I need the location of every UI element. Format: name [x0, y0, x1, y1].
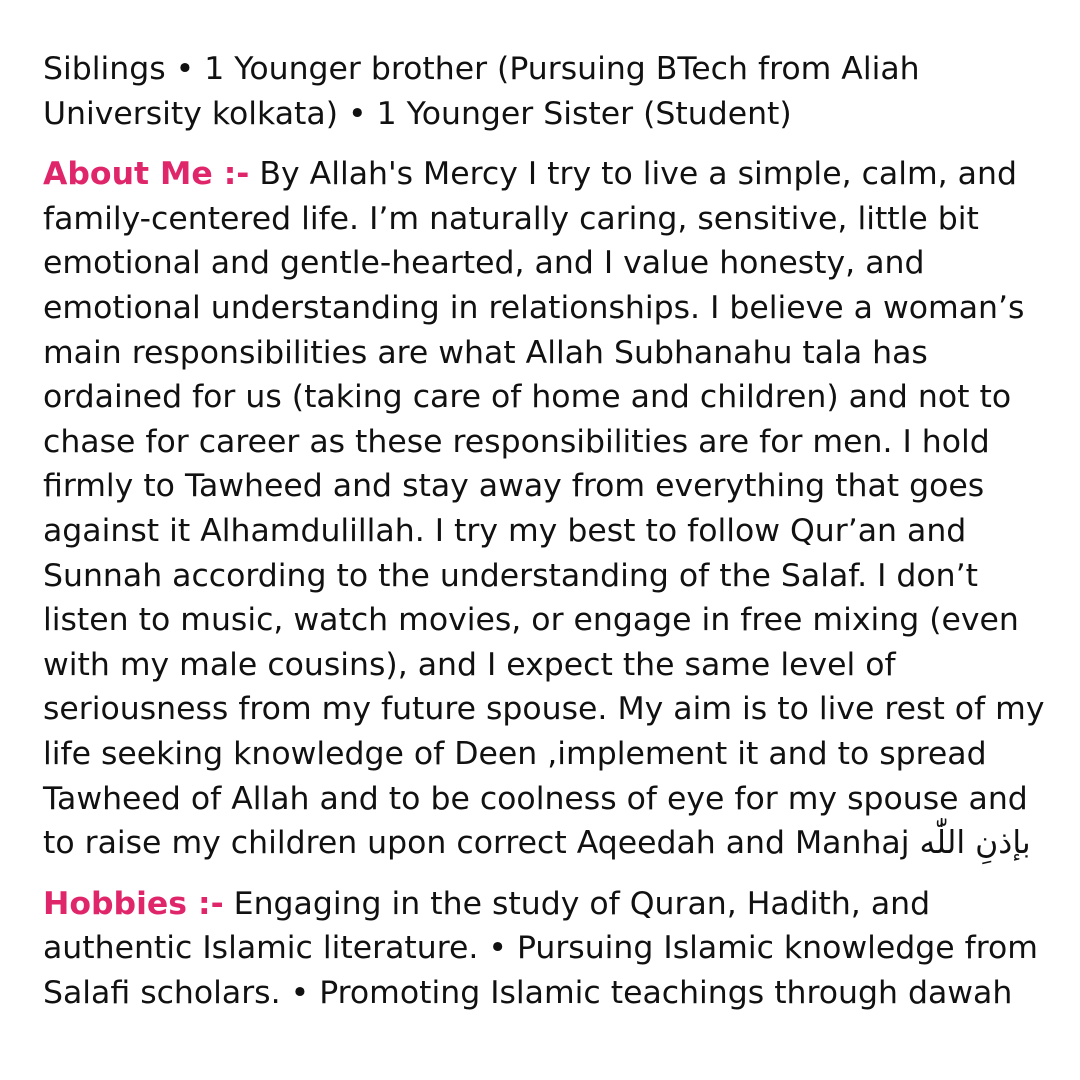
hobbies-label: Hobbies :- [43, 885, 224, 922]
about-me-text: By Allah's Mercy I try to live a simple, calm, and family-centered life. I’m naturally caring, sensitive, little bit emotional and gentle-hearted, and I value honesty, and emotional understanding in relationships. I believe a woman’s main responsibilities are what Allah Subhanahu tala has ordained for us (taking care of home and children) and not to chase for career as these responsibilities are for men. I hold firmly to Tawheed and stay away from everything that goes against it Alhamdulillah. I try my best to follow Qur’an and Sunnah according to the understanding of the Salaf. I don’t listen to music, watch movies, or engage in free mixing (even with my male cousins), and I expect the same level of seriousness from my future spouse. My aim is to live rest of my life seeking knowledge of Deen ,implement it and to spread Tawheed of Allah and to be coolness of eye for my spouse and to raise my children upon correct Aqeedah and Manhaj [43, 156, 1045, 862]
about-me-arabic-phrase: بإذنِ اللّٰه [919, 825, 1031, 862]
about-me-label: About Me :- [43, 156, 250, 193]
profile-document [43, 47, 1053, 1015]
hobbies-text: Engaging in the study of Quran, Hadith, and authentic Islamic literature. • Pursuing Islamic knowledge from Salafi scholars. • Promoting Islamic teachings through dawah [43, 885, 1038, 1011]
siblings-text: Siblings • 1 Younger brother (Pursuing BTech from Aliah University kolkata) • 1 Younger Sister (Student) [43, 51, 920, 132]
siblings-paragraph [43, 47, 1053, 136]
about-me-paragraph [43, 152, 1053, 866]
hobbies-paragraph [43, 882, 1053, 1016]
